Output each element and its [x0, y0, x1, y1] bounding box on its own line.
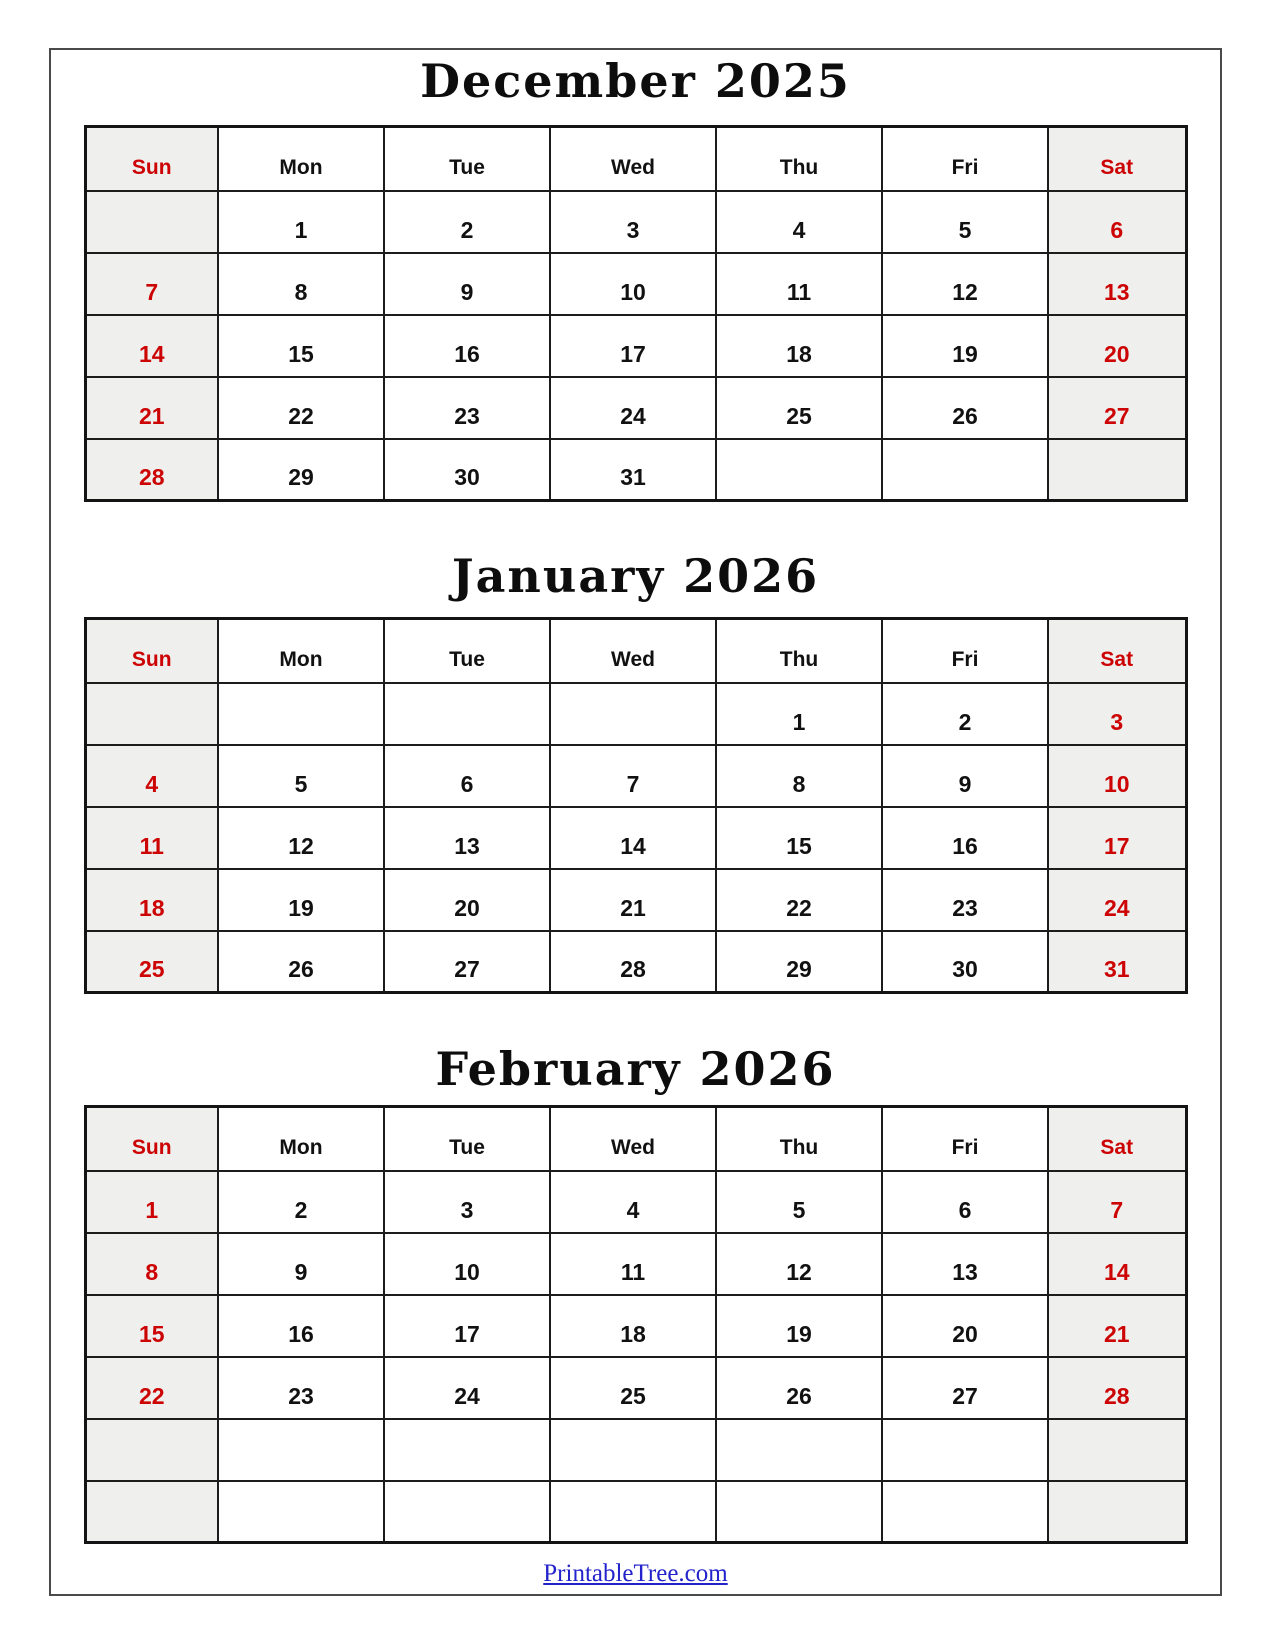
- week-row: [85, 377, 1186, 439]
- week-row: [85, 1171, 1186, 1233]
- day-cell: 11: [85, 807, 218, 869]
- month-section: [51, 1044, 1220, 1544]
- week-row: [85, 683, 1186, 745]
- day-cell-empty: [218, 683, 384, 745]
- day-cell: 14: [550, 807, 716, 869]
- day-cell: 12: [716, 1233, 882, 1295]
- weekday-header-row: [85, 127, 1186, 191]
- day-cell: 16: [882, 807, 1048, 869]
- footer: [51, 1560, 1220, 1588]
- day-cell: 4: [85, 745, 218, 807]
- day-cell: 12: [882, 253, 1048, 315]
- day-cell: 30: [882, 931, 1048, 993]
- week-row: [85, 745, 1186, 807]
- day-cell: 6: [1048, 191, 1186, 253]
- day-cell: 6: [882, 1171, 1048, 1233]
- weekday-header-cell: Mon: [218, 1107, 384, 1171]
- day-cell-empty: [85, 1419, 218, 1481]
- day-cell: 29: [716, 931, 882, 993]
- day-cell: 27: [384, 931, 550, 993]
- month-section: [51, 56, 1220, 502]
- day-cell: 21: [1048, 1295, 1186, 1357]
- weekday-header-row: [85, 1107, 1186, 1171]
- day-cell: 21: [550, 869, 716, 931]
- week-row: [85, 1233, 1186, 1295]
- day-cell: 1: [85, 1171, 218, 1233]
- day-cell: 22: [218, 377, 384, 439]
- day-cell: 5: [716, 1171, 882, 1233]
- day-cell: 20: [1048, 315, 1186, 377]
- day-cell: 6: [384, 745, 550, 807]
- calendar-table: [84, 1105, 1188, 1544]
- weekday-header-cell: Sat: [1048, 1107, 1186, 1171]
- day-cell: 28: [550, 931, 716, 993]
- week-row: [85, 1357, 1186, 1419]
- day-cell-empty: [716, 439, 882, 501]
- day-cell-empty: [550, 1419, 716, 1481]
- day-cell: 15: [218, 315, 384, 377]
- weekday-header-cell: Tue: [384, 127, 550, 191]
- day-cell: 8: [716, 745, 882, 807]
- day-cell: 18: [85, 869, 218, 931]
- weekday-header-cell: Fri: [882, 1107, 1048, 1171]
- week-row: [85, 191, 1186, 253]
- day-cell: 23: [218, 1357, 384, 1419]
- weekday-header-cell: Mon: [218, 127, 384, 191]
- day-cell: 21: [85, 377, 218, 439]
- day-cell: 19: [716, 1295, 882, 1357]
- weekday-header-cell: Tue: [384, 619, 550, 683]
- day-cell: 13: [1048, 253, 1186, 315]
- day-cell: 1: [218, 191, 384, 253]
- page-frame: [49, 48, 1222, 1596]
- day-cell: 18: [716, 315, 882, 377]
- day-cell: 25: [85, 931, 218, 993]
- day-cell: 23: [882, 869, 1048, 931]
- day-cell: 24: [1048, 869, 1186, 931]
- day-cell: 3: [550, 191, 716, 253]
- day-cell: 13: [882, 1233, 1048, 1295]
- day-cell-empty: [716, 1481, 882, 1543]
- day-cell: 11: [550, 1233, 716, 1295]
- week-row: [85, 1295, 1186, 1357]
- day-cell: 12: [218, 807, 384, 869]
- day-cell: 3: [1048, 683, 1186, 745]
- day-cell-empty: [550, 683, 716, 745]
- month-title: December 2025: [420, 54, 851, 108]
- day-cell: 27: [1048, 377, 1186, 439]
- day-cell-empty: [384, 1481, 550, 1543]
- day-cell: 22: [716, 869, 882, 931]
- month-title: February 2026: [435, 1042, 836, 1096]
- day-cell: 14: [1048, 1233, 1186, 1295]
- day-cell: 10: [1048, 745, 1186, 807]
- weekday-header-cell: Thu: [716, 619, 882, 683]
- day-cell: 1: [716, 683, 882, 745]
- day-cell: 17: [1048, 807, 1186, 869]
- day-cell: 2: [882, 683, 1048, 745]
- day-cell: 7: [85, 253, 218, 315]
- weekday-header-cell: Wed: [550, 127, 716, 191]
- day-cell: 2: [218, 1171, 384, 1233]
- day-cell-empty: [882, 439, 1048, 501]
- day-cell-empty: [550, 1481, 716, 1543]
- day-cell: 19: [218, 869, 384, 931]
- day-cell: 26: [882, 377, 1048, 439]
- day-cell: 16: [384, 315, 550, 377]
- day-cell: 10: [550, 253, 716, 315]
- day-cell: 29: [218, 439, 384, 501]
- day-cell: 8: [218, 253, 384, 315]
- weekday-header-cell: Sun: [85, 1107, 218, 1171]
- day-cell: 9: [384, 253, 550, 315]
- day-cell: 14: [85, 315, 218, 377]
- day-cell: 10: [384, 1233, 550, 1295]
- day-cell: 17: [384, 1295, 550, 1357]
- week-row: [85, 1481, 1186, 1543]
- month-section: [51, 551, 1220, 994]
- weekday-header-row: [85, 619, 1186, 683]
- day-cell: 4: [550, 1171, 716, 1233]
- day-cell: 4: [716, 191, 882, 253]
- day-cell: 24: [384, 1357, 550, 1419]
- weekday-header-cell: Thu: [716, 127, 882, 191]
- day-cell: 24: [550, 377, 716, 439]
- day-cell: 25: [716, 377, 882, 439]
- day-cell: 15: [716, 807, 882, 869]
- week-row: [85, 1419, 1186, 1481]
- day-cell-empty: [384, 1419, 550, 1481]
- day-cell: 11: [716, 253, 882, 315]
- day-cell-empty: [882, 1481, 1048, 1543]
- day-cell-empty: [85, 1481, 218, 1543]
- weekday-header-cell: Fri: [882, 619, 1048, 683]
- day-cell-empty: [218, 1419, 384, 1481]
- day-cell: 25: [550, 1357, 716, 1419]
- week-row: [85, 931, 1186, 993]
- weekday-header-cell: Tue: [384, 1107, 550, 1171]
- week-row: [85, 869, 1186, 931]
- day-cell: 26: [218, 931, 384, 993]
- day-cell: 5: [218, 745, 384, 807]
- day-cell: 28: [1048, 1357, 1186, 1419]
- week-row: [85, 439, 1186, 501]
- day-cell-empty: [85, 191, 218, 253]
- calendar-table: [84, 617, 1188, 994]
- day-cell: 2: [384, 191, 550, 253]
- calendar-table: [84, 125, 1188, 502]
- day-cell-empty: [384, 683, 550, 745]
- day-cell-empty: [716, 1419, 882, 1481]
- day-cell: 5: [882, 191, 1048, 253]
- day-cell: 27: [882, 1357, 1048, 1419]
- day-cell: 9: [218, 1233, 384, 1295]
- weekday-header-cell: Thu: [716, 1107, 882, 1171]
- weekday-header-cell: Wed: [550, 1107, 716, 1171]
- day-cell: 20: [384, 869, 550, 931]
- day-cell: 22: [85, 1357, 218, 1419]
- month-title: January 2026: [451, 549, 820, 603]
- day-cell: 31: [550, 439, 716, 501]
- day-cell-empty: [1048, 1481, 1186, 1543]
- day-cell-empty: [1048, 439, 1186, 501]
- day-cell: 18: [550, 1295, 716, 1357]
- day-cell: 23: [384, 377, 550, 439]
- day-cell: 26: [716, 1357, 882, 1419]
- weekday-header-cell: Sun: [85, 619, 218, 683]
- day-cell-empty: [882, 1419, 1048, 1481]
- day-cell-empty: [1048, 1419, 1186, 1481]
- week-row: [85, 807, 1186, 869]
- week-row: [85, 315, 1186, 377]
- day-cell-empty: [218, 1481, 384, 1543]
- day-cell: 7: [1048, 1171, 1186, 1233]
- day-cell: 7: [550, 745, 716, 807]
- day-cell-empty: [85, 683, 218, 745]
- weekday-header-cell: Fri: [882, 127, 1048, 191]
- day-cell: 13: [384, 807, 550, 869]
- day-cell: 31: [1048, 931, 1186, 993]
- day-cell: 19: [882, 315, 1048, 377]
- weekday-header-cell: Sat: [1048, 127, 1186, 191]
- day-cell: 3: [384, 1171, 550, 1233]
- day-cell: 8: [85, 1233, 218, 1295]
- weekday-header-cell: Mon: [218, 619, 384, 683]
- day-cell: 28: [85, 439, 218, 501]
- day-cell: 30: [384, 439, 550, 501]
- day-cell: 15: [85, 1295, 218, 1357]
- day-cell: 16: [218, 1295, 384, 1357]
- footer-link[interactable]: PrintableTree.com: [543, 1560, 728, 1587]
- weekday-header-cell: Sat: [1048, 619, 1186, 683]
- day-cell: 17: [550, 315, 716, 377]
- day-cell: 9: [882, 745, 1048, 807]
- day-cell: 20: [882, 1295, 1048, 1357]
- weekday-header-cell: Sun: [85, 127, 218, 191]
- weekday-header-cell: Wed: [550, 619, 716, 683]
- week-row: [85, 253, 1186, 315]
